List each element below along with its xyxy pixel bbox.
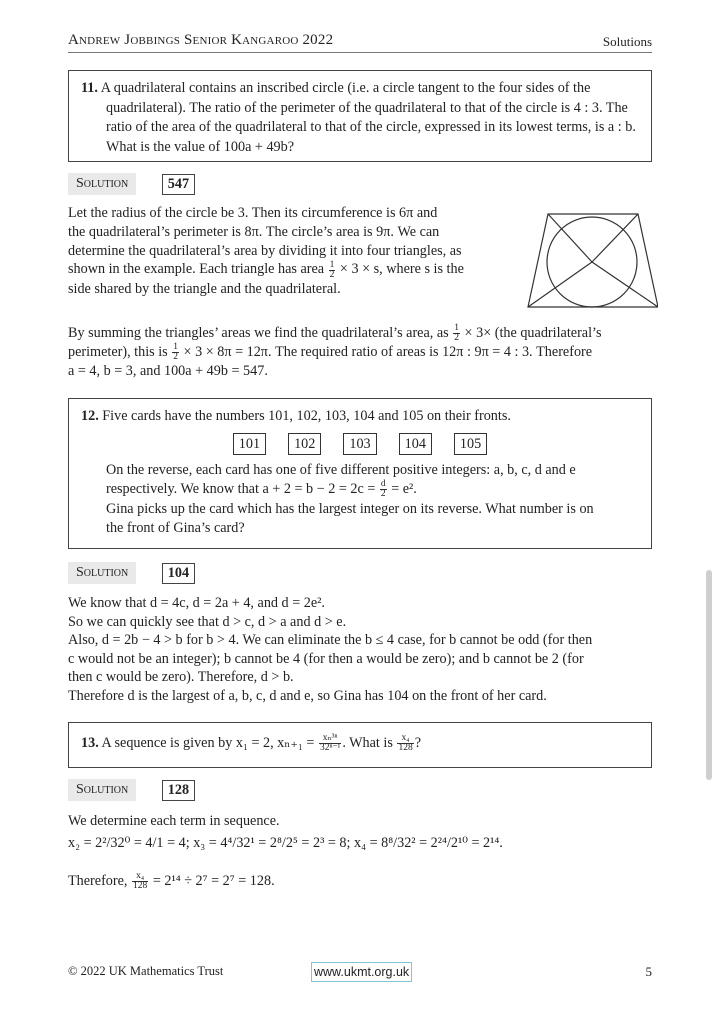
- copyright: © 2022 UK Mathematics Trust: [68, 964, 224, 978]
- text-line: Also, d = 2b − 4 > b for b > 4. We can eliminate the b ≤ 4 case, for b cannot be odd (for then: [68, 632, 593, 649]
- solution-answer: 128: [162, 780, 195, 801]
- fraction: $\frac{d}{2}$: [380, 479, 386, 500]
- solution-11-text: [68, 204, 500, 298]
- question-12-text: [81, 461, 639, 539]
- fraction: $\frac{1}{2}$: [329, 259, 335, 280]
- question-number: 11.: [81, 80, 98, 96]
- solution-label: Solution: [68, 562, 136, 584]
- card-102: 102: [288, 433, 321, 455]
- scrollbar[interactable]: [706, 570, 712, 780]
- text-line: the front of Gina’s card?: [106, 520, 245, 536]
- page-footer: [68, 962, 652, 982]
- text-line: c would not be an integer); b cannot be 4 (for then a would be zero); and b cannot be 2 (for: [68, 650, 584, 667]
- text-line: shown in the example. Each triangle has area $\frac{1}{2}$ × 3 × s, where s is the: [68, 259, 464, 280]
- text-line: Gina picks up the card which has the largest integer on its reverse. What number is on: [106, 500, 594, 517]
- fraction: $\frac{\text{x₄}}{128}$: [133, 871, 148, 892]
- solution-11-conclusion: [68, 324, 652, 381]
- text-line: By summing the triangles’ areas we find the quadrilateral’s area, as $\frac{1}{2}$ × 3× (the quadrilateral’s: [68, 323, 602, 344]
- question-12-box: [68, 398, 652, 549]
- text-line: quadrilateral). The ratio of the perimeter of the quadrilateral to that of the circle is: [106, 99, 571, 116]
- page-header: [68, 30, 652, 53]
- solution-answer: 104: [162, 563, 195, 584]
- text-line: a = 4, b = 3, and 100a + 49b = 547.: [68, 363, 268, 380]
- fraction: $\frac{\text{xₙ³ⁿ}}{\text{32ⁿ⁻¹}}$: [319, 733, 341, 754]
- text-line: perimeter), this is $\frac{1}{2}$ × 3 × 8π = 12π. The required ratio of areas is 12π : 9π = 4 : 3. Therefore: [68, 342, 593, 363]
- question-12-intro: 12. Five cards have the numbers 101, 102, 103, 104 and 105 on their fronts.: [81, 408, 511, 424]
- text-line: determine the quadrilateral’s area by dividing it into four triangles, as: [68, 242, 462, 259]
- text-line: x₂ = 2²/32⁰ = 4/1 = 4; x₃ = 4⁴/32¹ = 2⁸/2⁵ = 2³ = 8; x₄ = 8⁸/32² = 2²⁴/2¹⁰ = 2¹⁴.: [68, 835, 503, 851]
- solution-label: Solution: [68, 779, 136, 801]
- question-13-box: [68, 722, 652, 768]
- card-104: 104: [399, 433, 432, 455]
- solution-11-header: [68, 173, 195, 195]
- solution-13-header: [68, 779, 195, 801]
- text-line: So we can quickly see that d > c, d > a and d > e.: [68, 613, 347, 630]
- question-13-text: 13. A sequence is given by x₁ = 2, xₙ₊₁ = $\frac{\text{xₙ³ⁿ}}{\text{32ⁿ⁻¹}}$ . What is $\frac{\text{x₄}}{128}$ ?: [81, 733, 421, 754]
- text-line: side shared by the triangle and the quadrilateral.: [68, 280, 341, 297]
- question-11-text: [81, 79, 639, 157]
- text-line: We know that d = 4c, d = 2a + 4, and d = 2e².: [68, 595, 325, 611]
- question-number: 13.: [81, 735, 99, 751]
- text-line: We determine each term in sequence.: [68, 813, 280, 829]
- text-line: Therefore d is the largest of a, b, c, d and e, so Gina has 104 on the front of her card.: [68, 687, 547, 704]
- page-number: 5: [645, 964, 652, 979]
- solution-label: Solution: [68, 173, 136, 195]
- text-line: lowest terms, is a : b. What is the value of 100a + 49b?: [106, 119, 636, 155]
- fraction: $\frac{1}{2}$: [173, 342, 178, 363]
- card-103: 103: [343, 433, 376, 455]
- solution-12-text: [68, 594, 652, 706]
- header-title: Andrew Jobbings Senior Kangaroo 2022: [68, 32, 334, 48]
- fraction: $\frac{\text{x₄}}{128}$: [398, 733, 413, 754]
- solution-13-text: [68, 811, 652, 891]
- text-line: Therefore, $\frac{\text{x₄}}{128}$ = 2¹⁴ ÷ 2⁷ = 2⁷ = 128.: [68, 871, 275, 892]
- text-line: respectively. We know that a + 2 = b − 2 = 2c = $\frac{d}{2}$ = e².: [106, 479, 417, 500]
- text-line: A quadrilateral contains an inscribed circle (i.e. a circle tangent to the four sides of the: [100, 80, 591, 96]
- text-line: 4 : 3. The ratio of the area of the quadrilateral to that of the circle, expressed in its: [106, 99, 628, 135]
- text-line: the quadrilateral’s perimeter is 8π. The circle’s area is 9π. We can: [68, 223, 440, 240]
- card-105: 105: [454, 433, 487, 455]
- fraction: $\frac{1}{2}$: [454, 323, 459, 344]
- inscribed-circle-diagram: [526, 208, 658, 308]
- solution-12-header: [68, 562, 195, 584]
- card-row: [81, 433, 639, 455]
- header-section: Solutions: [602, 34, 652, 49]
- text-line: then c would be zero). Therefore, d > b.: [68, 669, 294, 686]
- card-101: 101: [233, 433, 266, 455]
- question-11-box: [68, 70, 652, 162]
- solution-answer: 547: [162, 174, 195, 195]
- text-line: On the reverse, each card has one of five different positive integers: a, b, c, d and e: [106, 461, 576, 478]
- question-number: 12.: [81, 408, 99, 424]
- text-line: Let the radius of the circle be 3. Then its circumference is 6π and: [68, 205, 438, 221]
- website-link[interactable]: www.ukmt.org.uk: [311, 962, 412, 982]
